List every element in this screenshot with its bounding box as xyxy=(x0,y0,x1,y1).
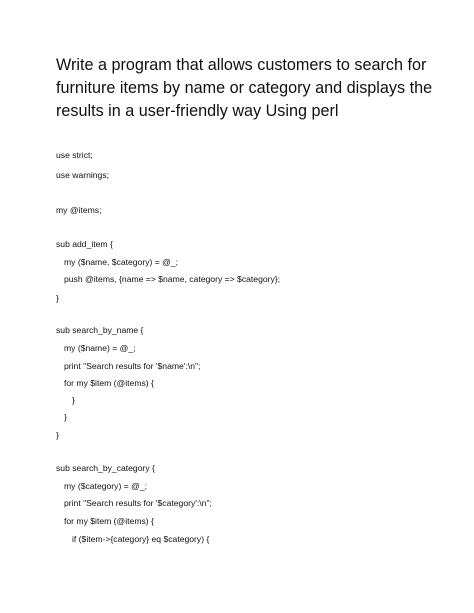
title-line-1: Write a program that allows customers to search for xyxy=(56,56,427,74)
code-line: my ($name) = @_; xyxy=(64,343,136,353)
code-line: use strict; xyxy=(56,150,93,160)
title-line-2: furniture items by name or category and displays the xyxy=(56,79,433,97)
code-line: sub search_by_category { xyxy=(56,463,155,473)
code-line: my ($category) = @_; xyxy=(64,481,147,491)
code-line: } xyxy=(56,293,59,303)
code-line: my @items; xyxy=(56,205,102,215)
code-line: print "Search results for '$category':\n"; xyxy=(64,498,212,508)
code-line: sub search_by_name { xyxy=(56,325,144,335)
code-line: } xyxy=(64,412,67,422)
code-line: print "Search results for '$name':\n"; xyxy=(64,361,201,371)
code-line: if ($item->{category} eq $category) { xyxy=(72,534,210,544)
code-line: use warnings; xyxy=(56,170,110,180)
code-line: push @items, {name => $name, category => $category}; xyxy=(64,274,281,284)
title-line-3: results in a user-friendly way Using perl xyxy=(56,102,339,120)
code-line: for my $item (@items) { xyxy=(64,378,154,388)
code-line: sub add_item { xyxy=(56,239,113,249)
code-line: for my $item (@items) { xyxy=(64,516,154,526)
code-line: } xyxy=(72,395,75,405)
code-line: my ($name, $category) = @_; xyxy=(64,257,179,267)
page-title xyxy=(56,54,436,123)
code-line: } xyxy=(56,430,59,440)
